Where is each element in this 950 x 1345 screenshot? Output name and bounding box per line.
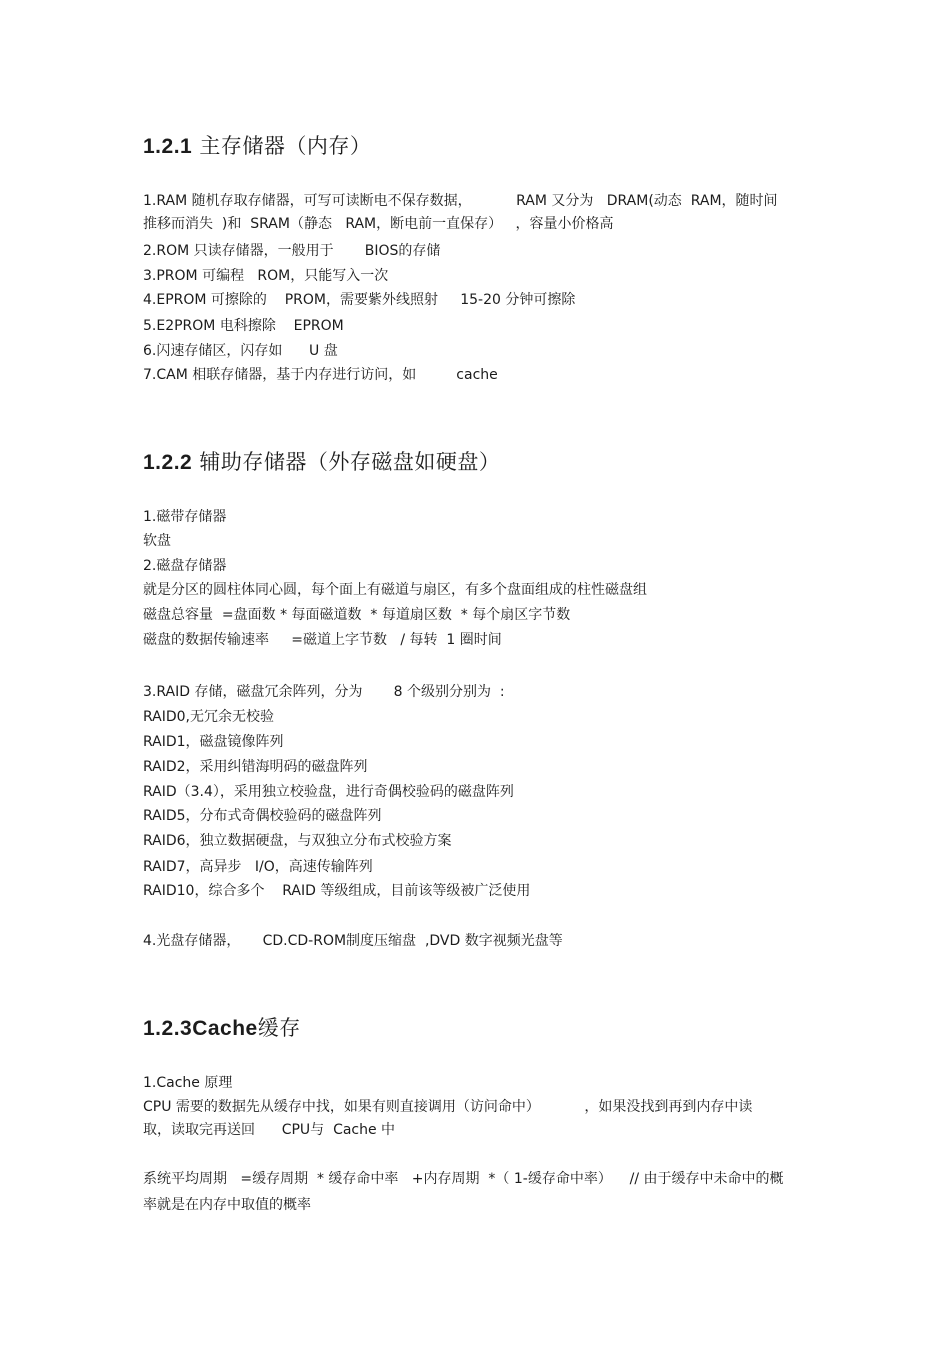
text-line: 4.EPROM 可擦除的 PROM，需要紫外线照射 15-20 分钟可擦除 xyxy=(143,292,576,308)
text-line: 1.RAM 随机存取存储器，可写可读断电不保存数据， RAM 又分为 DRAM(动态 RAM，随时间 xyxy=(143,193,778,209)
text-line: 5.E2PROM 电科擦除 EPROM xyxy=(143,318,344,334)
heading-text: 主存储器（内存） xyxy=(192,134,372,158)
section-heading-1-2-3 xyxy=(143,1012,301,1042)
text-line: 3.PROM 可编程 ROM，只能写入一次 xyxy=(143,268,389,284)
text-line: 1.Cache 原理 xyxy=(143,1075,233,1091)
text-line: RAID6，独立数据硬盘，与双独立分布式校验方案 xyxy=(143,833,452,849)
text-line: 率就是在内存中取值的概率 xyxy=(143,1197,311,1213)
text-line: 2.磁盘存储器 xyxy=(143,558,227,574)
text-line: 取，读取完再送回 CPU与 Cache 中 xyxy=(143,1122,396,1138)
text-line: 1.磁带存储器 xyxy=(143,509,227,525)
text-line: 磁盘的数据传输速率 =磁道上字节数 / 每转 1 圈时间 xyxy=(143,632,502,648)
text-line: 2.ROM 只读存储器，一般用于 BIOS的存储 xyxy=(143,243,441,259)
heading-number: 1.2.3Cache xyxy=(143,1017,258,1040)
text-line: 软盘 xyxy=(143,533,171,549)
text-line: 就是分区的圆柱体同心圆，每个面上有磁道与扇区，有多个盘面组成的柱性磁盘组 xyxy=(143,582,647,598)
text-line: CPU 需要的数据先从缓存中找，如果有则直接调用（访问命中） ，如果没找到再到内存中读 xyxy=(143,1099,753,1115)
section-heading-1-2-1 xyxy=(143,130,371,160)
text-line: RAID10，综合多个 RAID 等级组成，目前该等级被广泛使用 xyxy=(143,883,531,899)
heading-text: 辅助存储器（外存磁盘如硬盘） xyxy=(192,450,501,474)
text-line: 系统平均周期 =缓存周期 * 缓存命中率 +内存周期 *（ 1-缓存命中率） // 由于缓存中未命中的概 xyxy=(143,1171,784,1187)
section-heading-1-2-2 xyxy=(143,446,500,476)
text-line: 6.闪速存储区，闪存如 U 盘 xyxy=(143,343,338,359)
heading-number: 1.2.2 xyxy=(143,451,193,474)
text-line: 推移而消失 )和 SRAM（静态 RAM，断电前一直保存） ，容量小价格高 xyxy=(143,216,614,232)
text-line: 3.RAID 存储，磁盘冗余阵列，分为 8 个级别分别为 : xyxy=(143,684,505,700)
text-line: RAID（3.4），采用独立校验盘，进行奇偶校验码的磁盘阵列 xyxy=(143,784,514,800)
text-line: RAID2，采用纠错海明码的磁盘阵列 xyxy=(143,759,368,775)
heading-text: 缓存 xyxy=(257,1016,301,1040)
text-line: 7.CAM 相联存储器，基于内存进行访问，如 cache xyxy=(143,367,498,383)
text-line: RAID0,无冗余无校验 xyxy=(143,709,275,725)
text-line: RAID1，磁盘镜像阵列 xyxy=(143,734,284,750)
text-line: RAID7，高异步 I/O，高速传输阵列 xyxy=(143,859,373,875)
text-line: RAID5，分布式奇偶校验码的磁盘阵列 xyxy=(143,808,382,824)
heading-number: 1.2.1 xyxy=(143,135,193,158)
text-line: 4.光盘存储器， CD.CD-ROM制度压缩盘 ,DVD 数字视频光盘等 xyxy=(143,933,563,949)
text-line: 磁盘总容量 =盘面数 * 每面磁道数 * 每道扇区数 * 每个扇区字节数 xyxy=(143,607,571,623)
